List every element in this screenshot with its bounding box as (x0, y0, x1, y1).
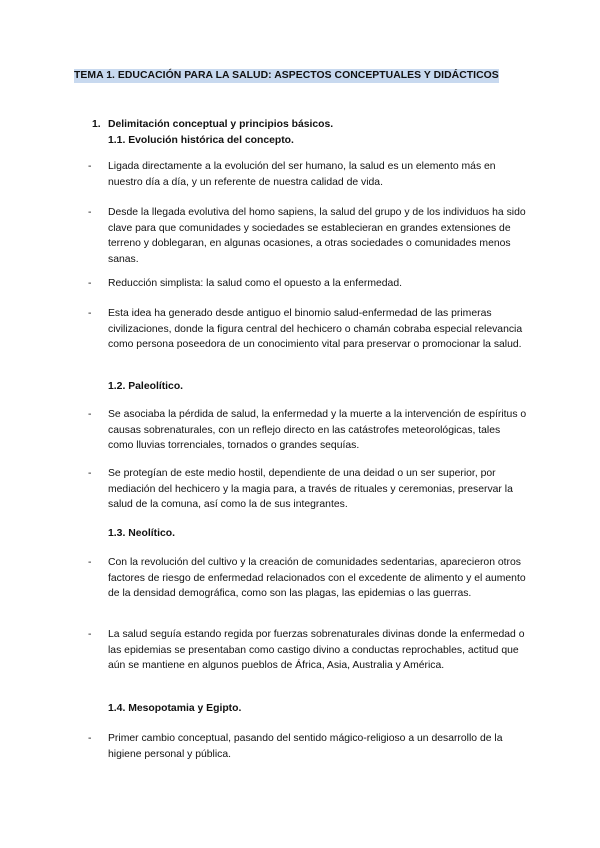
section-number: 1. (92, 119, 101, 130)
subsection-1-4-heading: 1.4. Mesopotamia y Egipto. (108, 703, 242, 714)
list-item-text: Reducción simplista: la salud como el opuesto a la enfermedad. (108, 278, 402, 289)
list-item (88, 407, 528, 454)
list-item-text: Con la revolución del cultivo y la creación de comunidades sedentarias, aparecieron otros factores de riesgo de enfermedad relacionados con el excedente de alimento y el aumento de la densidad demográfica, como son las plagas, las epidemias o las guerras. (108, 557, 526, 600)
list-item (88, 731, 528, 762)
bullet-dash: - (88, 733, 92, 744)
bullet-dash: - (88, 308, 92, 319)
list-item-text: Ligada directamente a la evolución del ser humano, la salud es un elemento más en nuestro día a día, y un referente de nuestra calidad de vida. (108, 161, 496, 188)
bullet-dash: - (88, 629, 92, 640)
bullet-dash: - (88, 161, 92, 172)
bullet-dash: - (88, 557, 92, 568)
list-item-text: Se asociaba la pérdida de salud, la enfermedad y la muerte a la intervención de espíritus o causas sobrenaturales, con un reflejo directo en las catástrofes meteorológicas, tales como lluvias torrenciales, tornados o grandes sequías. (108, 409, 527, 452)
subsection-1-2-heading: 1.2. Paleolítico. (108, 381, 184, 392)
list-item-text: Primer cambio conceptual, pasando del sentido mágico-religioso a un desarrollo de la higiene personal y pública. (108, 733, 503, 760)
list-item (88, 555, 528, 602)
list-item (88, 276, 528, 292)
bullet-dash: - (88, 278, 92, 289)
list-item (88, 627, 528, 674)
list-item (88, 205, 528, 267)
document-title: TEMA 1. EDUCACIÓN PARA LA SALUD: ASPECTOS CONCEPTUALES Y DIDÁCTICOS (74, 70, 499, 81)
subsection-1-1-heading: 1.1. Evolución histórica del concepto. (108, 134, 294, 146)
bullet-dash: - (88, 409, 92, 420)
list-item (88, 466, 528, 513)
list-item (88, 306, 528, 353)
section-1-heading (92, 117, 333, 148)
section-heading-text: Delimitación conceptual y principios básicos. (108, 119, 334, 130)
list-item-text: La salud seguía estando regida por fuerzas sobrenaturales divinas donde la enfermedad o las epidemias se presentaban como castigo divino a conductas reprochables, actitud que aún se mantiene en algunos pueblos de África, Asia, Australia y América. (108, 629, 525, 672)
list-item-text: Esta idea ha generado desde antiguo el binomio salud-enfermedad de las primeras civilizaciones, donde la figura central del hechicero o chamán cobraba especial relevancia como persona poseedora de un conocimiento vital para preservar o promocionar la salud. (108, 308, 523, 351)
subsection-1-3-heading: 1.3. Neolítico. (108, 528, 175, 539)
list-item-text: Desde la llegada evolutiva del homo sapiens, la salud del grupo y de los individuos ha sido clave para que comunidades y sociedades se establecieran en grandes extensiones de terreno y doblegaran, en algunas ocasiones, a otras sociedades o comunidades menos sanas. (108, 207, 526, 265)
list-item-text: Se protegían de este medio hostil, dependiente de una deidad o un ser superior, por mediación del hechicero y la magia para, a través de rituales y ceremonias, preservar la salud de la comuna, así como la de sus integrantes. (108, 468, 513, 511)
list-item (88, 159, 528, 190)
bullet-dash: - (88, 207, 92, 218)
bullet-dash: - (88, 468, 92, 479)
